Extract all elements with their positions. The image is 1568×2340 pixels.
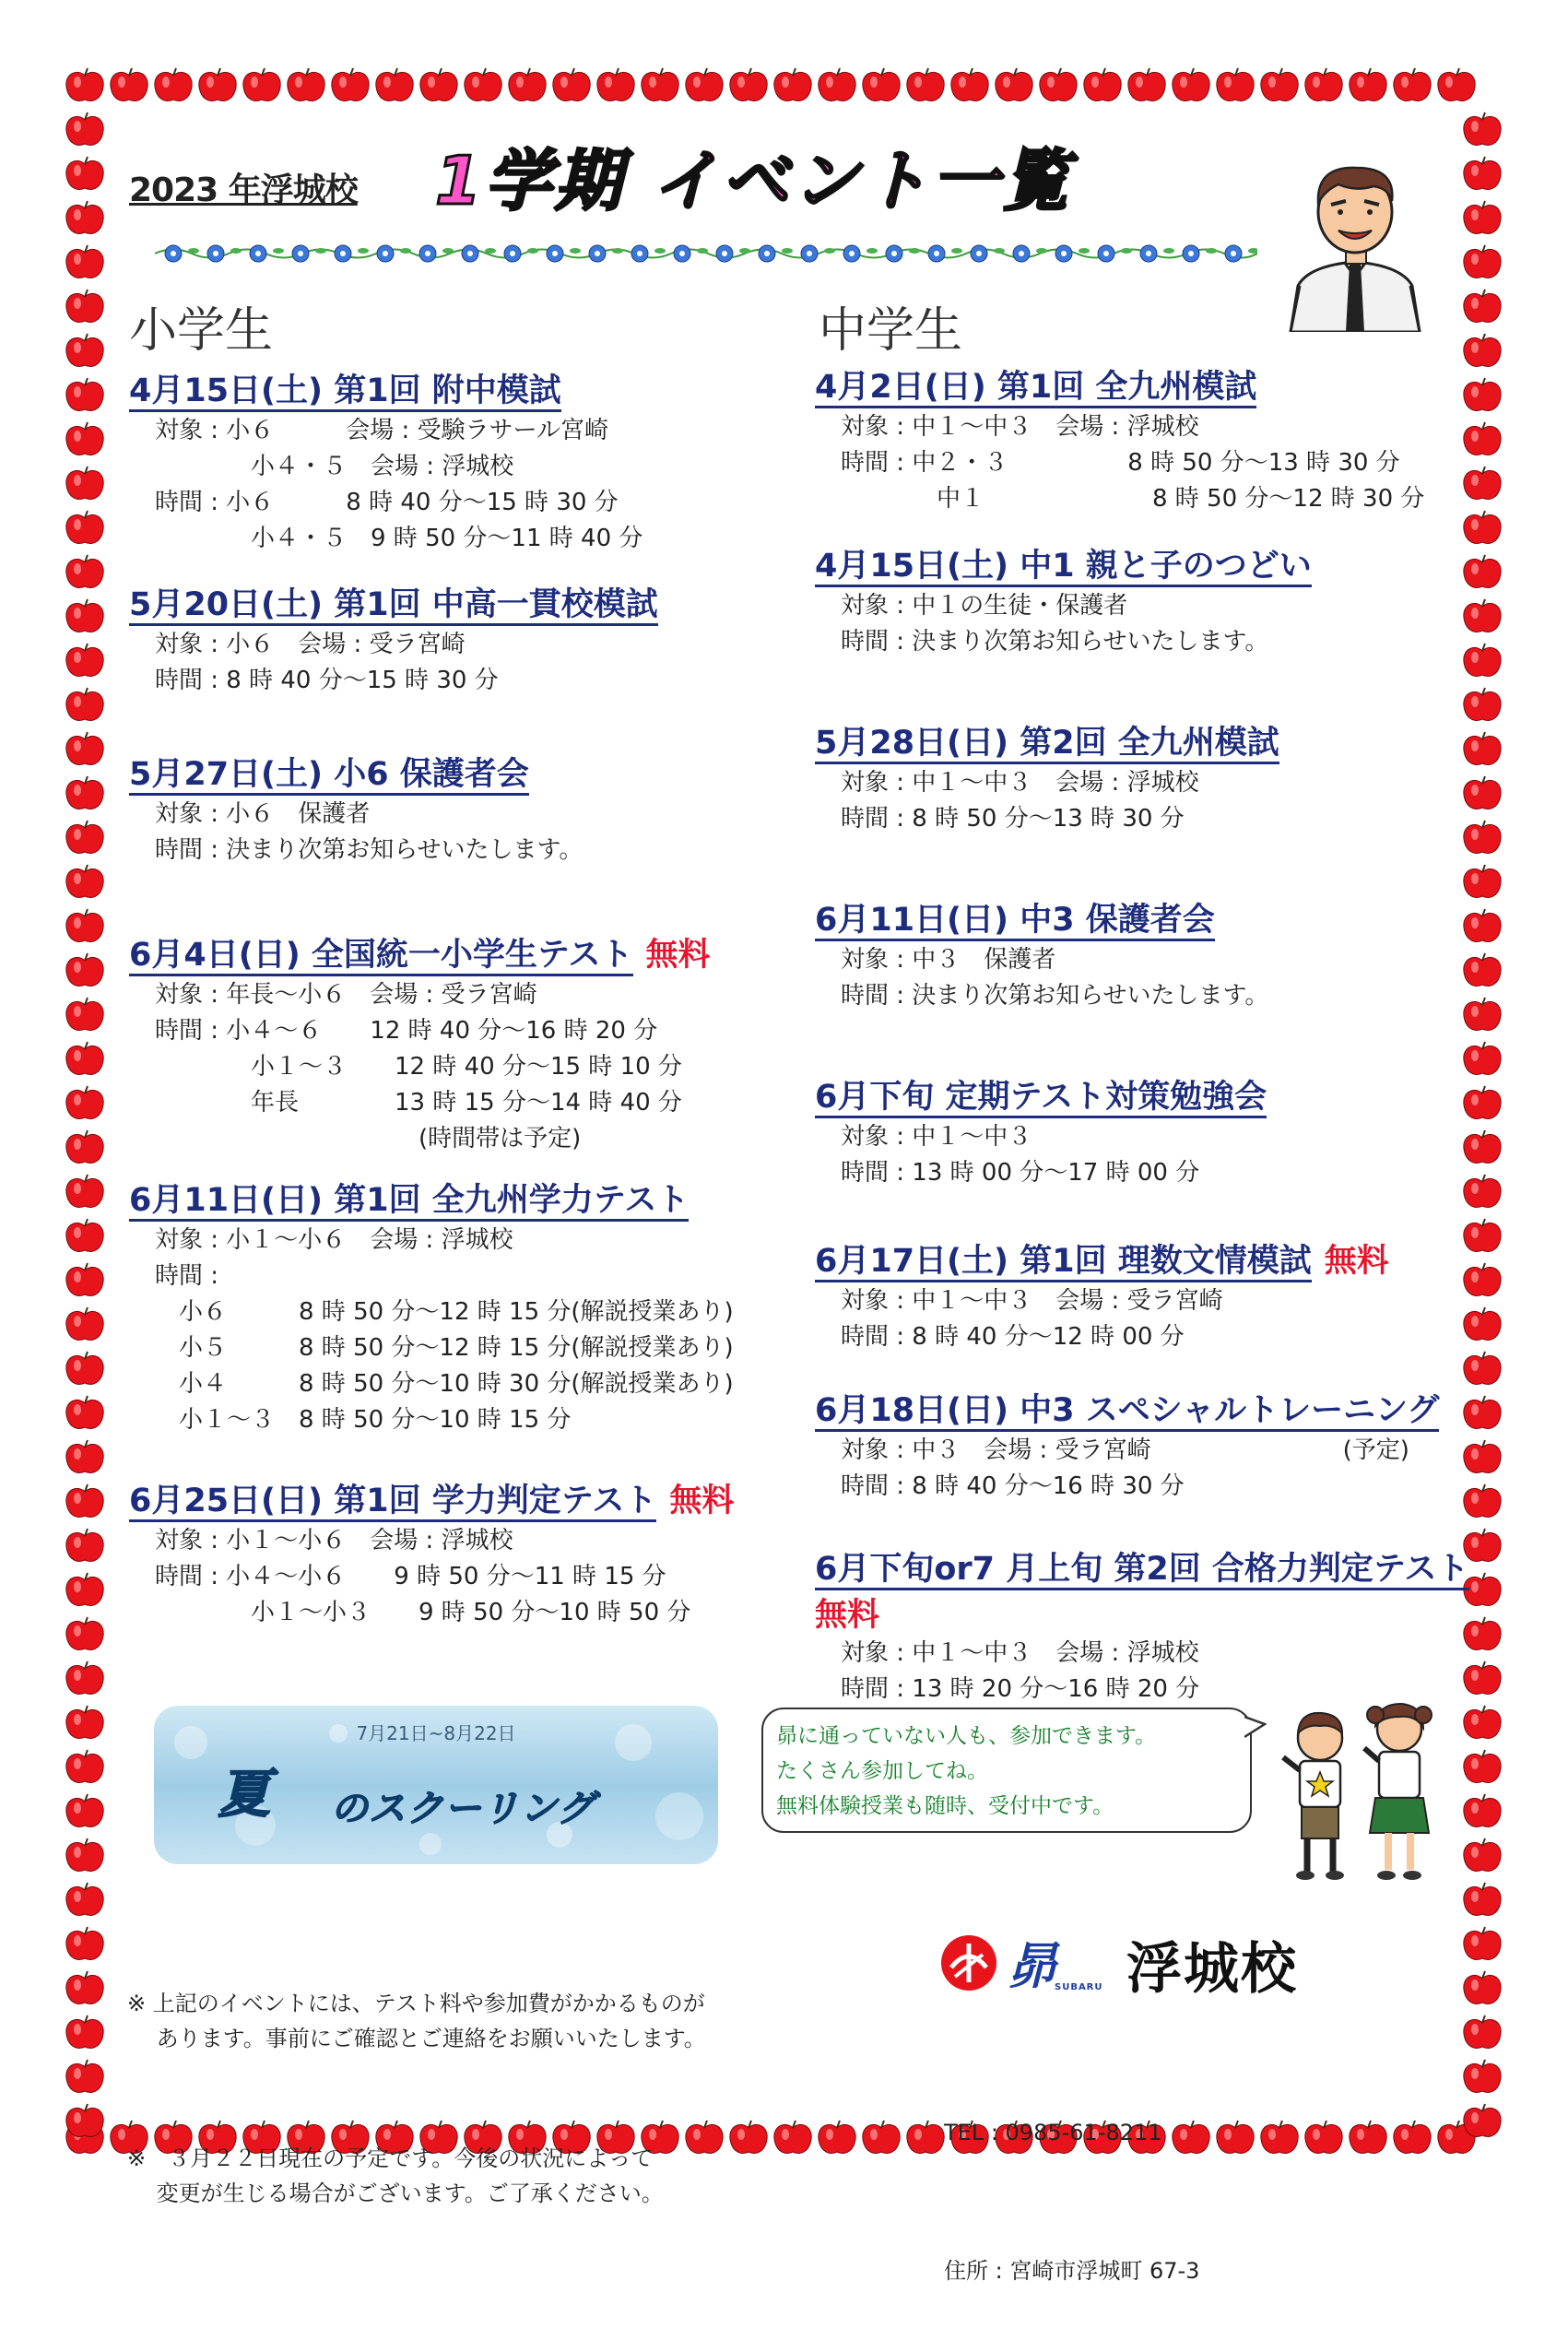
contact-info <box>944 2017 1199 2340</box>
apple-icon <box>1464 157 1501 189</box>
apple-icon <box>66 1661 103 1694</box>
flower-icon <box>335 245 369 262</box>
kids-illustration <box>1272 1687 1447 1885</box>
apple-icon <box>1464 688 1501 720</box>
apple-icon <box>1464 511 1501 543</box>
apple-icon <box>66 290 103 322</box>
apple-icon <box>642 68 678 100</box>
apple-icon <box>1261 68 1298 100</box>
junior-event-5 <box>815 1077 1267 1191</box>
flower-icon <box>462 245 496 262</box>
event-title: 5月28日(日) 第2回 全九州模試 <box>815 725 1279 764</box>
summer-dates: 7月21日~8月22日 <box>356 1722 516 1744</box>
address: 住所 : 宮崎市浮城町 67-3 <box>944 2258 1200 2284</box>
apple-icon <box>66 1617 103 1649</box>
apple-icon <box>66 1263 103 1295</box>
school-name: 浮城校 <box>1126 1937 1298 2002</box>
elementary-heading: 小学生 <box>129 303 274 359</box>
apple-icon <box>1464 1263 1501 1295</box>
apple-icon <box>66 953 103 986</box>
apple-icon <box>66 1440 103 1472</box>
apple-icon <box>66 1352 103 1384</box>
apple-icon <box>1464 865 1501 897</box>
apple-icon <box>1464 1883 1501 1915</box>
subaru-emblem-icon <box>937 1931 1010 1995</box>
event-details: 対象 : 小６ 会場 : 受ラ宮崎 時間 : 8 時 40 分～15 時 30 分 <box>155 631 499 694</box>
apple-icon <box>1464 732 1501 764</box>
summer-title: のスクーリング <box>331 1788 595 1830</box>
apple-icon <box>66 1838 103 1871</box>
flower-icon <box>207 245 242 262</box>
apple-icon <box>66 1042 103 1074</box>
apple-icon <box>66 1706 103 1738</box>
speech-bubble <box>761 1708 1252 1833</box>
flower-icon <box>759 245 793 262</box>
apple-icon <box>819 68 855 100</box>
apple-icon <box>1464 1484 1501 1517</box>
apple-icon <box>66 245 103 278</box>
apple-icon <box>1464 1219 1501 1251</box>
flower-icon <box>801 245 835 262</box>
apple-icon <box>66 821 103 853</box>
apple-icon <box>66 1750 103 1782</box>
apple-icon <box>66 1529 103 1561</box>
free-badge: 無料 <box>815 1597 880 1634</box>
apple-icon <box>288 68 324 100</box>
apple-icon <box>155 68 192 100</box>
apple-icon <box>686 68 723 100</box>
apple-icon <box>1464 112 1501 145</box>
apple-icon <box>1464 1352 1501 1384</box>
apple-icon <box>1464 1750 1501 1782</box>
page-title: 1学期 イベント一覧 <box>435 142 1073 219</box>
event-details: 対象 : 中１～中３ 会場 : 浮城校 時間 : 8 時 50 分～13 時 30 分 <box>841 769 1199 833</box>
apple-icon <box>1464 644 1501 676</box>
apple-icon <box>66 599 103 632</box>
apple-icon <box>1173 68 1209 100</box>
apple-icon <box>863 68 900 100</box>
apple-icon <box>66 1175 103 1207</box>
event-title: 6月下旬or7 月上旬 第2回 合格力判定テスト <box>815 1551 1469 1590</box>
flower-vine-divider <box>155 242 1257 266</box>
phone: TEL : 0985-61-8211 <box>944 2120 1162 2145</box>
junior-event-8 <box>815 1549 1469 1708</box>
apple-icon <box>1464 1661 1501 1694</box>
apple-icon <box>819 2121 855 2153</box>
apple-icon <box>1464 909 1501 941</box>
apple-icon <box>66 201 103 233</box>
apple-icon <box>1464 2060 1501 2092</box>
notes <box>127 1916 706 2246</box>
junior-event-3 <box>815 723 1279 837</box>
apple-icon <box>730 2121 767 2153</box>
bubble-tail <box>1244 1715 1267 1743</box>
apple-icon <box>1464 1175 1501 1207</box>
apple-icon <box>1305 2121 1342 2153</box>
apple-icon <box>1464 2015 1501 2048</box>
event-details: 対象 : 小６ 会場 : 受験ラサール宮崎 小４・５ 会場 : 浮城校 時間 : 小６ 8 時 40 分～15 時 30 分 小４・５ 9 時 50 分～11 時 40 分 <box>155 417 643 552</box>
apple-icon <box>66 1794 103 1826</box>
apple-icon <box>66 1971 103 2003</box>
apple-icon <box>66 555 103 587</box>
apple-icon <box>66 1927 103 1959</box>
apple-icon <box>1464 1042 1501 1074</box>
apple-icon <box>66 157 103 189</box>
apple-icon <box>597 68 634 100</box>
junior-event-7 <box>815 1390 1439 1505</box>
event-details: 対象 : 年長～小６ 会場 : 受ラ宮崎 時間 : 小４～６ 12 時 40 分～16 時 20 分 小１～３ 12 時 40 分～15 時 10 分 年長 13 時 15 分～14 時 40 分 (時間帯は予定) <box>155 981 682 1152</box>
event-title: 5月20日(土) 第1回 中高一貫校模試 <box>129 586 658 626</box>
flower-icon <box>971 245 1005 262</box>
junior-event-4 <box>815 900 1268 1014</box>
apple-icon <box>951 68 988 100</box>
apple-icon <box>1464 1130 1501 1163</box>
event-details: 対象 : 中１の生徒・保護者 時間 : 決まり次第お知らせいたします。 <box>841 592 1269 656</box>
apple-icon <box>1464 1617 1501 1649</box>
flower-icon <box>1140 245 1174 262</box>
apple-icon <box>1128 68 1165 100</box>
apple-icon <box>1394 68 1431 100</box>
apple-icon <box>1464 953 1501 986</box>
apple-icon <box>1084 68 1121 100</box>
apple-icon <box>199 68 236 100</box>
apple-icon <box>1464 201 1501 233</box>
apple-icon <box>1217 68 1254 100</box>
apple-icon <box>1464 245 1501 278</box>
apple-icon <box>66 1219 103 1251</box>
apple-icon <box>66 1307 103 1340</box>
apple-icon <box>907 2121 944 2153</box>
apple-icon <box>66 644 103 676</box>
flower-icon <box>928 245 962 262</box>
flower-icon <box>589 245 623 262</box>
apple-icon <box>66 1130 103 1163</box>
flower-icon <box>1183 245 1217 262</box>
apple-icon <box>1464 1971 1501 2003</box>
event-details: 対象 : 中１～中３ 時間 : 13 時 00 分～17 時 00 分 <box>841 1123 1200 1187</box>
apple-icon <box>66 865 103 897</box>
flower-icon <box>547 245 581 262</box>
apple-icon <box>1217 2121 1254 2153</box>
apple-icon <box>66 511 103 543</box>
event-details: 対象 : 中１～中３ 会場 : 浮城校 時間 : 13 時 20 分～16 時 20 分 <box>841 1639 1200 1703</box>
apple-icon <box>996 68 1032 100</box>
apple-icon <box>111 68 147 100</box>
elementary-event-1 <box>129 371 643 557</box>
apple-icon <box>376 68 413 100</box>
elementary-event-4 <box>129 929 711 1157</box>
apple-icon <box>1464 998 1501 1030</box>
apple-icon <box>1464 1573 1501 1605</box>
free-badge: 無料 <box>1324 1243 1389 1280</box>
elementary-event-2 <box>129 585 658 699</box>
apple-icon <box>1464 1927 1501 1959</box>
apple-icon <box>66 112 103 145</box>
flower-icon <box>1055 245 1090 262</box>
bubble-text: 昴に通っていない人も、参加できます。 たくさん参加してね。 無料体験授業も随時、受付中です。 <box>776 1724 1157 1818</box>
flower-icon <box>1098 245 1132 262</box>
flower-icon <box>886 245 920 262</box>
brand-logo-sub: SUBARU <box>1055 1982 1103 1992</box>
apple-icon <box>1464 1307 1501 1340</box>
apple-icon <box>66 1086 103 1118</box>
event-title: 6月17日(土) 第1回 理数文情模試 <box>815 1243 1312 1282</box>
event-details: 対象 : 中１～中３ 会場 : 浮城校 時間 : 中２・３ 8 時 50 分～13 時 30 分 中１ 8 時 50 分～12 時 30 分 <box>841 413 1425 513</box>
event-details: 対象 : 中３ 会場 : 受ラ宮崎 (予定) 時間 : 8 時 40 分～16 時 30 分 <box>841 1436 1409 1500</box>
apple-icon <box>553 68 590 100</box>
apple-icon <box>1464 378 1501 410</box>
school-year-label: 2023 年浮城校 <box>129 171 358 209</box>
apple-icon <box>66 2104 103 2136</box>
apple-icon <box>1438 68 1475 100</box>
apple-icon <box>66 422 103 455</box>
apple-icon <box>66 776 103 809</box>
brand-logo: 昴 <box>1007 1937 1056 1995</box>
junior-heading: 中学生 <box>819 303 963 359</box>
apple-icon <box>66 2015 103 2048</box>
event-title: 6月11日(日) 第1回 全九州学力テスト <box>129 1182 689 1222</box>
flower-icon <box>292 245 326 262</box>
summer-big-char: 夏 <box>218 1765 270 1825</box>
apple-icon <box>1464 599 1501 632</box>
apple-icon <box>66 1573 103 1605</box>
apple-icon <box>420 68 457 100</box>
apple-icon <box>907 68 944 100</box>
apple-icon <box>1464 1838 1501 1871</box>
apple-icon <box>66 1396 103 1428</box>
apple-icon <box>1464 821 1501 853</box>
apple-icon <box>863 2121 900 2153</box>
event-details: 対象 : 小１～小６ 会場 : 浮城校 時間 : 小６ 8 時 50 分～12 時 15 分(解説授業あり) 小５ 8 時 50 分～12 時 15 分(解説授業あり) 小４ 8 時 50 分～10 時 30 分(解説授業あり) 小１～３ 8 時 50 分～10 時 15 分 <box>155 1226 734 1434</box>
apple-icon <box>1040 68 1077 100</box>
apple-icon <box>332 68 369 100</box>
flower-icon <box>843 245 878 262</box>
teacher-illustration <box>1272 148 1438 332</box>
elementary-event-3 <box>129 754 583 869</box>
flower-icon <box>250 245 284 262</box>
event-title: 4月15日(土) 中1 親と子のつどい <box>815 548 1312 587</box>
summer-schooling-banner <box>154 1706 718 1864</box>
apple-icon <box>1464 1529 1501 1561</box>
flower-icon <box>377 245 411 262</box>
event-title: 6月18日(日) 中3 スペシャルトレーニング <box>815 1392 1439 1432</box>
apple-icon <box>1464 1086 1501 1118</box>
apple-icon <box>66 688 103 720</box>
apple-icon <box>465 68 501 100</box>
event-title: 6月4日(日) 全国統一小学生テスト <box>129 937 633 976</box>
apple-icon <box>1464 555 1501 587</box>
apple-icon <box>66 1883 103 1915</box>
apple-icon <box>1464 467 1501 499</box>
apple-icon <box>1464 334 1501 366</box>
apple-icon <box>1464 2104 1501 2136</box>
note-schedule: ※ ３月２２日現在の予定です。今後の状況によって 変更が生じる場合がございます。ご了承ください。 <box>127 2145 664 2206</box>
event-details: 対象 : 中３ 保護者 時間 : 決まり次第お知らせいたします。 <box>841 946 1269 1010</box>
free-badge: 無料 <box>669 1483 735 1519</box>
event-details: 対象 : 小６ 保護者 時間 : 決まり次第お知らせいたします。 <box>155 800 584 864</box>
elementary-event-5 <box>129 1180 734 1438</box>
apple-icon <box>66 2060 103 2092</box>
apple-icon <box>66 467 103 499</box>
apple-icon <box>66 998 103 1030</box>
apple-icon <box>66 334 103 366</box>
apple-icon <box>1305 68 1342 100</box>
junior-event-2 <box>815 546 1312 660</box>
free-badge: 無料 <box>645 937 711 974</box>
flower-icon <box>631 245 666 262</box>
note-fees: ※ 上記のイベントには、テスト料や参加費がかかるものが あります。事前にご確認とご連絡をお願いいたします。 <box>127 1991 706 2051</box>
apple-icon <box>509 68 546 100</box>
apple-icon <box>1394 2121 1431 2153</box>
apple-icon <box>1261 2121 1298 2153</box>
flower-icon <box>504 245 538 262</box>
event-title: 5月27日(土) 小6 保護者会 <box>129 756 529 796</box>
apple-icon <box>1464 290 1501 322</box>
junior-event-6 <box>815 1235 1389 1355</box>
apple-icon <box>66 909 103 941</box>
event-title: 6月下旬 定期テスト対策勉強会 <box>815 1079 1267 1118</box>
apple-icon <box>774 68 811 100</box>
apple-icon <box>774 2121 811 2153</box>
apple-icon <box>1464 1794 1501 1826</box>
event-details: 対象 : 小１～小６ 会場 : 浮城校 時間 : 小４～小６ 9 時 50 分～11 時 15 分 小１～小３ 9 時 50 分～10 時 50 分 <box>155 1527 691 1626</box>
flower-icon <box>1225 245 1257 262</box>
event-title: 4月15日(土) 第1回 附中模試 <box>129 372 561 412</box>
apple-icon <box>1350 68 1386 100</box>
elementary-event-6 <box>129 1475 734 1631</box>
apple-icon <box>66 68 103 100</box>
apple-icon <box>66 378 103 410</box>
junior-event-1 <box>815 367 1424 517</box>
apple-icon <box>1464 1396 1501 1428</box>
event-details: 対象 : 中１～中３ 会場 : 受ラ宮崎 時間 : 8 時 40 分～12 時 00 分 <box>841 1287 1223 1351</box>
apple-icon <box>730 68 767 100</box>
apple-icon <box>243 68 280 100</box>
apple-icon <box>66 732 103 764</box>
event-title: 4月2日(日) 第1回 全九州模試 <box>815 369 1256 408</box>
apple-icon <box>1350 2121 1386 2153</box>
event-title: 6月25日(日) 第1回 学力判定テスト <box>129 1483 656 1522</box>
apple-icon <box>1464 776 1501 809</box>
event-title: 6月11日(日) 中3 保護者会 <box>815 902 1215 941</box>
apple-icon <box>1464 1706 1501 1738</box>
apple-icon <box>1464 422 1501 455</box>
apple-icon <box>1464 1440 1501 1472</box>
apple-icon <box>66 1484 103 1517</box>
flower-icon <box>674 245 708 262</box>
